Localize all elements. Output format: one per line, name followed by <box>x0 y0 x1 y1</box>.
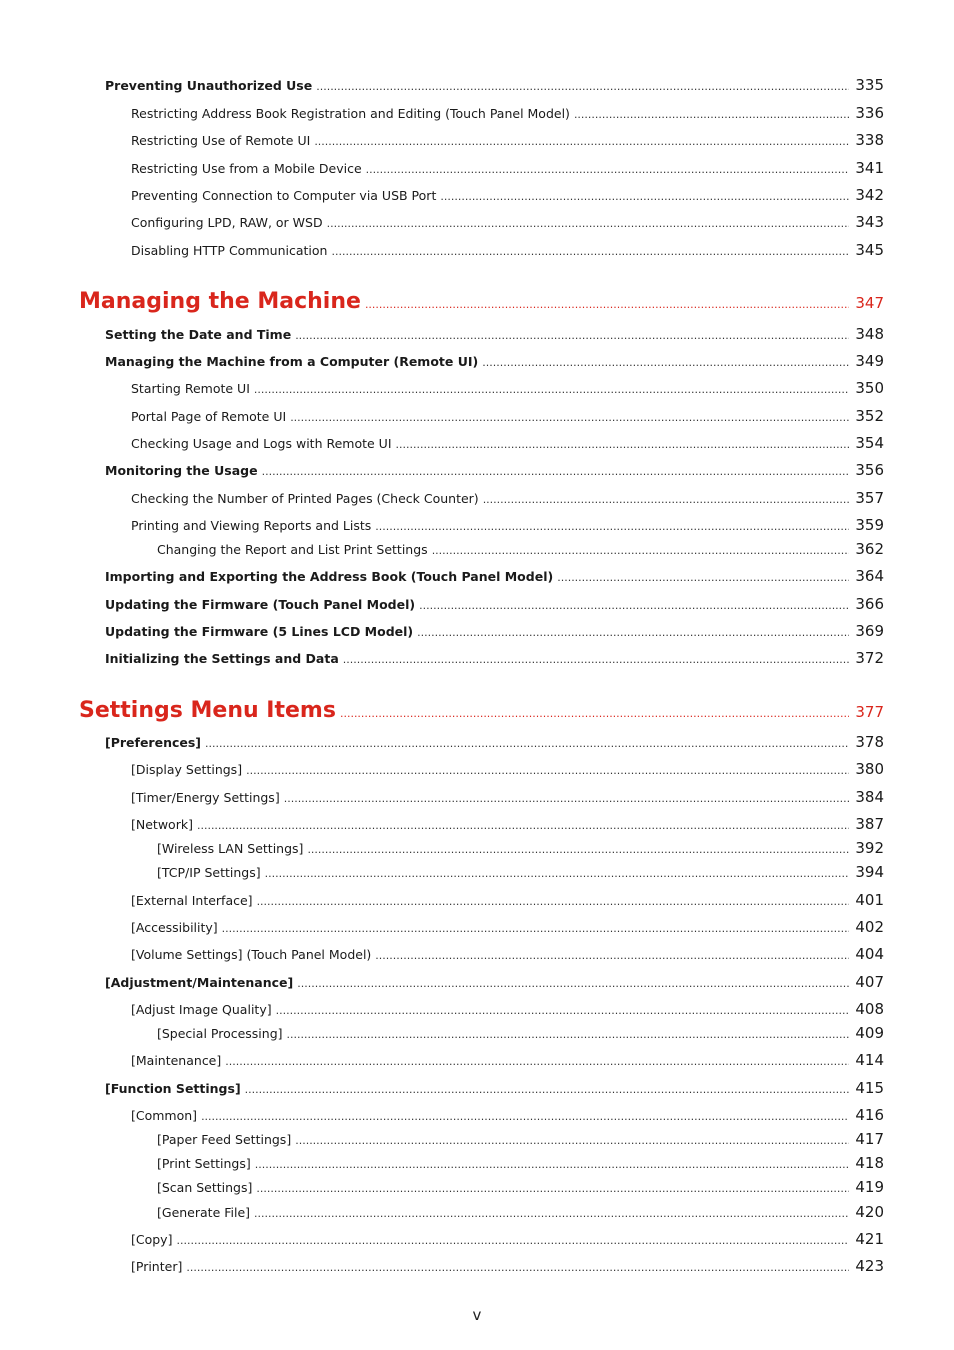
toc-entry-title: Portal Page of Remote UI <box>131 409 287 424</box>
toc-entry-title: Changing the Report and List Print Settings <box>157 542 428 557</box>
toc-entry-page-number: 423 <box>855 1257 884 1275</box>
toc-entry-page-number: 335 <box>855 76 884 94</box>
toc-entry-title: [Timer/Energy Settings] <box>131 790 280 805</box>
toc-entry[interactable] <box>105 973 884 991</box>
toc-entry-page-number: 372 <box>855 649 884 667</box>
toc-entry-title: Importing and Exporting the Address Book (Touch Panel Model) <box>105 569 554 584</box>
toc-entry-title: Preventing Connection to Computer via USB Port <box>131 188 437 203</box>
toc-entry-page-number: 384 <box>855 788 884 806</box>
toc-entry-page-number: 357 <box>855 489 884 507</box>
toc-entry-title: [Function Settings] <box>105 1081 241 1096</box>
toc-entry-page-number: 418 <box>855 1154 884 1172</box>
dot-leader <box>483 493 850 506</box>
dot-leader <box>287 1028 850 1041</box>
toc-entry-title: Disabling HTTP Communication <box>131 243 328 258</box>
dot-leader <box>295 1134 849 1147</box>
toc-entry-page-number: 387 <box>855 815 884 833</box>
toc-entry-title: [Printer] <box>131 1259 183 1274</box>
toc-entry-title: Restricting Address Book Registration and Editing (Touch Panel Model) <box>131 106 570 121</box>
toc-entry-page-number: 347 <box>855 294 884 312</box>
dot-leader <box>419 599 849 612</box>
dot-leader <box>265 867 850 880</box>
dot-leader <box>316 80 849 93</box>
toc-entry[interactable] <box>131 241 884 259</box>
dot-leader <box>375 949 849 962</box>
toc-entry-page-number: 336 <box>855 104 884 122</box>
toc-entry[interactable] <box>131 407 884 425</box>
dot-leader <box>254 383 849 396</box>
dot-leader <box>295 329 849 342</box>
toc-entry-title: [Network] <box>131 817 193 832</box>
dot-leader <box>440 190 849 203</box>
toc-entry[interactable] <box>131 379 884 397</box>
toc-entry-page-number: 350 <box>855 379 884 397</box>
toc-entry-page-number: 414 <box>855 1051 884 1069</box>
toc-entry-title: [External Interface] <box>131 893 253 908</box>
toc-entry[interactable] <box>105 1079 884 1097</box>
toc-entry-title: [Accessibility] <box>131 920 218 935</box>
dot-leader <box>340 707 849 720</box>
toc-chapter-heading[interactable] <box>79 698 884 723</box>
dot-leader <box>284 792 850 805</box>
dot-leader <box>307 843 849 856</box>
toc-entry-page-number: 392 <box>855 839 884 857</box>
toc-entry-title: [Maintenance] <box>131 1053 222 1068</box>
toc-entry-page-number: 359 <box>855 516 884 534</box>
toc-entry-title: Managing the Machine from a Computer (Remote UI) <box>105 354 479 369</box>
toc-entry-page-number: 341 <box>855 159 884 177</box>
toc-entry-title: Checking Usage and Logs with Remote UI <box>131 436 392 451</box>
dot-leader <box>343 653 850 666</box>
toc-entry-page-number: 417 <box>855 1130 884 1148</box>
toc-entry-page-number: 352 <box>855 407 884 425</box>
toc-entry[interactable] <box>131 760 884 778</box>
toc-entry-title: [TCP/IP Settings] <box>157 865 261 880</box>
dot-leader <box>366 163 850 176</box>
dot-leader <box>256 1182 849 1195</box>
dot-leader <box>246 764 849 777</box>
toc-entry-title: [Display Settings] <box>131 762 243 777</box>
toc-entry[interactable] <box>157 1178 884 1196</box>
toc-entry-title: Starting Remote UI <box>131 381 250 396</box>
toc-entry-page-number: 342 <box>855 186 884 204</box>
toc-entry[interactable] <box>157 1154 884 1172</box>
toc-entry-page-number: 401 <box>855 891 884 909</box>
toc-entry-page-number: 369 <box>855 622 884 640</box>
dot-leader <box>327 217 850 230</box>
dot-leader <box>574 108 849 121</box>
toc-entry[interactable] <box>105 352 884 370</box>
toc-entry[interactable] <box>131 131 884 149</box>
dot-leader <box>245 1083 850 1096</box>
toc-entry[interactable] <box>157 1024 884 1042</box>
toc-entry-title: [Paper Feed Settings] <box>157 1132 292 1147</box>
toc-entry-page-number: 356 <box>855 461 884 479</box>
dot-leader <box>276 1004 850 1017</box>
dot-leader <box>314 135 849 148</box>
toc-entry[interactable] <box>131 186 884 204</box>
toc-entry[interactable] <box>105 622 884 640</box>
dot-leader <box>225 1055 849 1068</box>
toc-entry-title: [Scan Settings] <box>157 1180 253 1195</box>
toc-entry-title: [Volume Settings] (Touch Panel Model) <box>131 947 372 962</box>
toc-entry[interactable] <box>131 815 884 833</box>
dot-leader <box>205 737 849 750</box>
dot-leader <box>432 544 850 557</box>
toc-entry-page-number: 366 <box>855 595 884 613</box>
toc-entry-page-number: 354 <box>855 434 884 452</box>
toc-entry[interactable] <box>157 1130 884 1148</box>
toc-entry-page-number: 402 <box>855 918 884 936</box>
toc-entry-title: [Adjustment/Maintenance] <box>105 975 294 990</box>
toc-entry[interactable] <box>131 159 884 177</box>
toc-entry-title: [Adjust Image Quality] <box>131 1002 272 1017</box>
toc-entry-page-number: 345 <box>855 241 884 259</box>
dot-leader <box>186 1261 849 1274</box>
toc-entry[interactable] <box>131 1051 884 1069</box>
dot-leader <box>201 1110 849 1123</box>
toc-entry-page-number: 380 <box>855 760 884 778</box>
toc-entry[interactable] <box>105 567 884 585</box>
toc-entry-page-number: 338 <box>855 131 884 149</box>
toc-entry-title: Managing the Machine <box>79 289 361 314</box>
toc-entry[interactable] <box>131 788 884 806</box>
dot-leader <box>417 626 849 639</box>
toc-entry[interactable] <box>157 540 884 558</box>
dot-leader <box>176 1234 849 1247</box>
toc-entry[interactable] <box>105 325 884 343</box>
toc-entry[interactable] <box>131 945 884 963</box>
toc-entry[interactable] <box>131 104 884 122</box>
toc-entry[interactable] <box>105 461 884 479</box>
dot-leader <box>297 977 849 990</box>
toc-entry-title: Monitoring the Usage <box>105 463 258 478</box>
toc-entry[interactable] <box>105 595 884 613</box>
toc-entry-title: Setting the Date and Time <box>105 327 292 342</box>
toc-entry-title: Restricting Use from a Mobile Device <box>131 161 362 176</box>
page-number: v <box>472 1306 482 1324</box>
toc-entry-page-number: 421 <box>855 1230 884 1248</box>
dot-leader <box>482 356 849 369</box>
toc-chapter-heading[interactable] <box>79 289 884 314</box>
toc-entry-title: Initializing the Settings and Data <box>105 651 339 666</box>
toc-entry-page-number: 420 <box>855 1203 884 1221</box>
toc-entry-page-number: 362 <box>855 540 884 558</box>
toc-entry-title: [Preferences] <box>105 735 202 750</box>
toc-entry[interactable] <box>131 1257 884 1275</box>
dot-leader <box>257 895 850 908</box>
toc-entry[interactable] <box>131 213 884 231</box>
toc-entry-page-number: 378 <box>855 733 884 751</box>
toc-entry-page-number: 407 <box>855 973 884 991</box>
toc-entry[interactable] <box>157 839 884 857</box>
toc-entry[interactable] <box>105 649 884 667</box>
dot-leader <box>396 438 850 451</box>
toc-entry-page-number: 349 <box>855 352 884 370</box>
toc-entry-title: [Special Processing] <box>157 1026 283 1041</box>
dot-leader <box>365 298 849 311</box>
toc-entry[interactable] <box>157 1203 884 1221</box>
toc-entry-title: [Generate File] <box>157 1205 251 1220</box>
toc-entry-title: [Common] <box>131 1108 198 1123</box>
toc-entry-page-number: 415 <box>855 1079 884 1097</box>
toc-entry-page-number: 408 <box>855 1000 884 1018</box>
dot-leader <box>375 520 849 533</box>
toc-entry[interactable] <box>131 489 884 507</box>
toc-entry[interactable] <box>157 863 884 881</box>
toc-entry-title: Configuring LPD, RAW, or WSD <box>131 215 323 230</box>
toc-entry-title: Checking the Number of Printed Pages (Check Counter) <box>131 491 479 506</box>
toc-entry-title: Updating the Firmware (Touch Panel Model) <box>105 597 416 612</box>
dot-leader <box>331 245 849 258</box>
toc-entry[interactable] <box>131 516 884 534</box>
toc-entry-title: [Copy] <box>131 1232 173 1247</box>
toc-entry-title: Settings Menu Items <box>79 698 336 723</box>
toc-entry[interactable] <box>131 891 884 909</box>
dot-leader <box>197 819 849 832</box>
toc-entry[interactable] <box>105 76 884 94</box>
dot-leader <box>290 411 849 424</box>
toc-entry-title: Preventing Unauthorized Use <box>105 78 313 93</box>
toc-entry-page-number: 394 <box>855 863 884 881</box>
dot-leader <box>557 571 849 584</box>
toc-entry-title: Restricting Use of Remote UI <box>131 133 311 148</box>
dot-leader <box>262 465 850 478</box>
toc-entry-page-number: 377 <box>855 703 884 721</box>
toc-entry[interactable] <box>131 918 884 936</box>
toc-entry[interactable] <box>131 1230 884 1248</box>
toc-entry[interactable] <box>131 1000 884 1018</box>
dot-leader <box>255 1158 850 1171</box>
dot-leader <box>254 1207 849 1220</box>
toc-entry[interactable] <box>131 1106 884 1124</box>
toc-entry-page-number: 343 <box>855 213 884 231</box>
dot-leader <box>222 922 850 935</box>
toc-entry-page-number: 348 <box>855 325 884 343</box>
toc-entry-title: Updating the Firmware (5 Lines LCD Model) <box>105 624 414 639</box>
toc-entry-page-number: 419 <box>855 1178 884 1196</box>
toc-entry-page-number: 416 <box>855 1106 884 1124</box>
toc-entry[interactable] <box>131 434 884 452</box>
toc-entry-page-number: 409 <box>855 1024 884 1042</box>
toc-entry[interactable] <box>105 733 884 751</box>
toc-entry-page-number: 364 <box>855 567 884 585</box>
toc-entry-title: [Print Settings] <box>157 1156 251 1171</box>
toc-entry-title: Printing and Viewing Reports and Lists <box>131 518 372 533</box>
toc-entry-page-number: 404 <box>855 945 884 963</box>
toc-entry-title: [Wireless LAN Settings] <box>157 841 304 856</box>
